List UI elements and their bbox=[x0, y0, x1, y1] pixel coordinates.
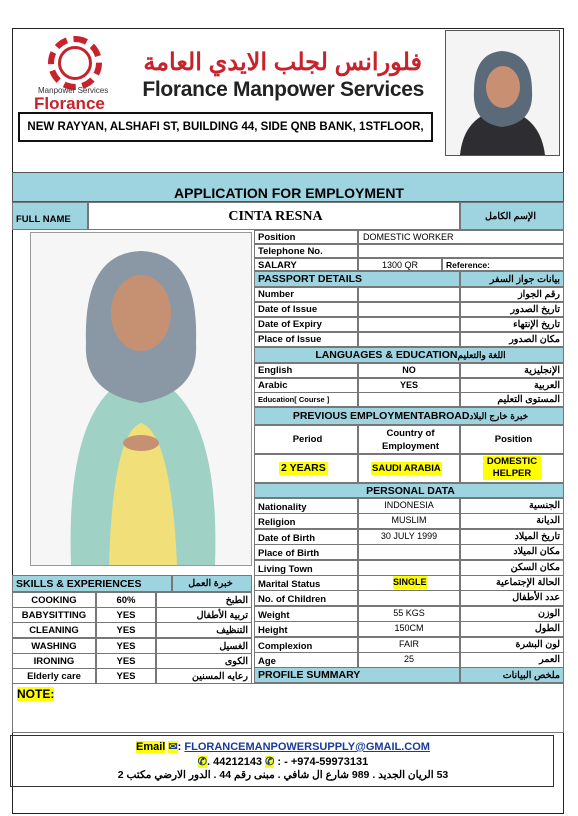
personal-row-label: Height bbox=[254, 621, 358, 637]
position-label: Position bbox=[254, 230, 358, 244]
email-label: Email bbox=[136, 741, 166, 753]
company-name-english: Florance Manpower Services bbox=[142, 78, 424, 101]
skill-row-label: IRONING bbox=[12, 653, 96, 669]
phone-2: : - +974-59973131 bbox=[277, 756, 369, 768]
passport-header-arabic: بيانات جواز السفر bbox=[460, 271, 564, 287]
personal-row-value-cell bbox=[358, 560, 460, 576]
personal-row-label: No. of Children bbox=[254, 590, 358, 606]
personal-row-value-cell bbox=[358, 637, 460, 653]
note-label: NOTE: bbox=[17, 687, 55, 701]
personal-row-value-cell bbox=[358, 590, 460, 606]
applicant-photo-small bbox=[445, 30, 560, 156]
passport-row-value bbox=[358, 287, 460, 302]
personal-row-arabic: عدد الأطفال bbox=[460, 590, 564, 606]
skills-header: SKILLS & EXPERIENCES bbox=[12, 575, 172, 592]
personal-row-value: SINGLE bbox=[393, 577, 427, 587]
form-title: APPLICATION FOR EMPLOYMENT bbox=[174, 185, 404, 201]
people-icon bbox=[58, 46, 92, 80]
skill-row-label: WASHING bbox=[12, 638, 96, 654]
languages-header-text: LANGUAGES & EDUCATION bbox=[315, 349, 458, 361]
telephone-value bbox=[358, 244, 564, 258]
personal-row-arabic: الحالة الإجتماعية bbox=[460, 575, 564, 591]
mobile-icon: ✆ bbox=[265, 756, 275, 768]
personal-row-arabic: الوزن bbox=[460, 606, 564, 622]
passport-row-label: Number bbox=[254, 287, 358, 302]
passport-header: PASSPORT DETAILS bbox=[254, 271, 460, 287]
passport-row-arabic: رقم الجواز bbox=[460, 287, 564, 302]
language-row-value bbox=[358, 392, 460, 407]
company-name-arabic: فلورانس لجلب الايدي العامة bbox=[143, 49, 422, 76]
personal-row-value-cell bbox=[358, 575, 460, 591]
personal-row-value: INDONESIA bbox=[384, 500, 434, 510]
skill-row-arabic: رعايه المسنين bbox=[156, 668, 252, 684]
skill-row-value: 60% bbox=[96, 592, 156, 608]
period-column-label: Period bbox=[254, 425, 358, 454]
full-name-label: FULL NAME bbox=[12, 202, 88, 230]
previous-employment-header-text: PREVIOUS EMPLOYMENTABROAD bbox=[292, 410, 470, 422]
personal-row-value: 25 bbox=[403, 654, 414, 664]
applicant-photo bbox=[30, 232, 252, 566]
language-row-arabic: العربية bbox=[460, 378, 564, 393]
logo-name: Florance bbox=[34, 94, 105, 113]
footer-address-arabic: 53 الريان الجديد . 989 شارع ال شافي . مبنى رقم 44 . الدور الارضي مكتب 2 bbox=[117, 769, 449, 781]
personal-row-arabic: الجنسية bbox=[460, 498, 564, 514]
skill-row-arabic: التنظيف bbox=[156, 622, 252, 638]
footer bbox=[10, 735, 554, 787]
salary-label: SALARY bbox=[254, 258, 358, 271]
personal-row-arabic: مكان الميلاد bbox=[460, 544, 564, 560]
language-row-arabic: المستوى التعليم bbox=[460, 392, 564, 407]
skill-row-value: YES bbox=[96, 622, 156, 638]
phone-line: ✆. 44212143 ✆ : - +974-59973131 bbox=[197, 756, 369, 768]
passport-row-value bbox=[358, 332, 460, 347]
passport-row-arabic: مكان الصدور bbox=[460, 332, 564, 347]
personal-row-arabic: مكان السكن bbox=[460, 560, 564, 576]
personal-row-label: Age bbox=[254, 652, 358, 668]
passport-row-arabic: تاريخ الصدور bbox=[460, 302, 564, 317]
passport-row-label: Place of Issue bbox=[254, 332, 358, 347]
personal-row-value-cell bbox=[358, 529, 460, 545]
skill-row-arabic: الغسيل bbox=[156, 638, 252, 654]
personal-row-arabic: الطول bbox=[460, 621, 564, 637]
skill-row-value: YES bbox=[96, 653, 156, 669]
email-link[interactable]: FLORANCEMANPOWERSUPPLY@GMAIL.COM bbox=[184, 741, 430, 753]
reference-label: Reference: bbox=[442, 258, 564, 271]
full-name-label-arabic: الإسم الكامل bbox=[460, 202, 564, 230]
skill-row-label: COOKING bbox=[12, 592, 96, 608]
profile-summary-label: PROFILE SUMMARY bbox=[254, 667, 460, 683]
previous-employment-header bbox=[254, 407, 564, 425]
personal-row-label: Nationality bbox=[254, 498, 358, 514]
period-value: 2 YEARS bbox=[281, 462, 326, 474]
language-row-label: English bbox=[254, 363, 358, 378]
personal-row-value: 30 JULY 1999 bbox=[380, 530, 438, 541]
passport-row-value bbox=[358, 302, 460, 317]
language-row-value: NO bbox=[358, 363, 460, 378]
skill-row-label: CLEANING bbox=[12, 622, 96, 638]
personal-data-header: PERSONAL DATA bbox=[254, 483, 564, 498]
personal-row-label: Marital Status bbox=[254, 575, 358, 591]
skill-row-value: YES bbox=[96, 607, 156, 623]
email-line: Email ✉: FLORANCEMANPOWERSUPPLY@GMAIL.COM bbox=[136, 741, 430, 753]
company-logo bbox=[30, 36, 124, 113]
personal-row-value-cell bbox=[358, 652, 460, 668]
telephone-label: Telephone No. bbox=[254, 244, 358, 258]
personal-row-arabic: لون البشرة bbox=[460, 637, 564, 653]
languages-header-arabic: اللغة والتعليم bbox=[457, 350, 506, 360]
previous-position-value: DOMESTIC HELPER bbox=[483, 456, 541, 480]
personal-row-arabic: تاريخ الميلاد bbox=[460, 529, 564, 545]
skill-row-arabic: الطبخ bbox=[156, 592, 252, 608]
country-cell bbox=[358, 454, 460, 483]
language-row-label: Education[ Course ] bbox=[254, 392, 358, 407]
skill-row-value: YES bbox=[96, 638, 156, 654]
note-box bbox=[12, 683, 564, 733]
personal-row-label: Religion bbox=[254, 513, 358, 529]
personal-row-arabic: العمر bbox=[460, 652, 564, 668]
languages-header bbox=[254, 347, 564, 363]
personal-row-label: Weight bbox=[254, 606, 358, 622]
personal-row-value-cell bbox=[358, 621, 460, 637]
logo-subtitle: Manpower Services bbox=[38, 86, 109, 95]
personal-row-value-cell bbox=[358, 544, 460, 560]
language-row-label: Arabic bbox=[254, 378, 358, 393]
personal-row-value: 150CM bbox=[394, 623, 424, 634]
passport-row-label: Date of Expiry bbox=[254, 317, 358, 332]
skill-row-value: YES bbox=[96, 668, 156, 684]
personal-row-value-cell bbox=[358, 498, 460, 514]
passport-row-arabic: تاريخ الإنتهاء bbox=[460, 317, 564, 332]
personal-row-label: Living Town bbox=[254, 560, 358, 576]
country-column-label: Country of Employment bbox=[358, 425, 460, 454]
envelope-icon: ✉ bbox=[168, 741, 178, 753]
skills-header-arabic: خبرة العمل bbox=[172, 575, 252, 592]
position-column-label: Position bbox=[460, 425, 564, 454]
full-name-value: CINTA RESNA bbox=[88, 202, 460, 230]
previous-employment-header-arabic: خبرة خارج البلاد bbox=[469, 411, 529, 421]
personal-row-arabic: الديانة bbox=[460, 513, 564, 529]
phone-icon: ✆ bbox=[197, 756, 207, 768]
company-address: NEW RAYYAN, ALSHAFI ST, BUILDING 44, SIDE QNB BANK, 1STFLOOR, bbox=[18, 112, 433, 142]
personal-row-value-cell bbox=[358, 513, 460, 529]
personal-row-label: Date of Birth bbox=[254, 529, 358, 545]
phone-1: 44212143 bbox=[213, 756, 263, 768]
title-bar bbox=[12, 172, 564, 202]
personal-row-value: FAIR bbox=[398, 638, 419, 649]
personal-row-value: MUSLIM bbox=[391, 515, 427, 526]
passport-row-label: Date of Issue bbox=[254, 302, 358, 317]
language-row-arabic: الإنجليزية bbox=[460, 363, 564, 378]
personal-row-label: Place of Birth bbox=[254, 544, 358, 560]
country-value: SAUDI ARABIA bbox=[372, 463, 441, 474]
skill-row-arabic: تربية الأطفال bbox=[156, 607, 252, 623]
personal-row-label: Complexion bbox=[254, 637, 358, 653]
skill-row-label: BABYSITTING bbox=[12, 607, 96, 623]
language-row-value: YES bbox=[358, 378, 460, 393]
period-cell bbox=[254, 454, 358, 483]
passport-row-value bbox=[358, 317, 460, 332]
previous-position-cell bbox=[460, 454, 564, 483]
position-value: DOMESTIC WORKER bbox=[358, 230, 564, 244]
profile-summary-label-arabic: ملخص البيانات bbox=[460, 667, 564, 683]
skill-row-label: Elderly care bbox=[12, 668, 96, 684]
personal-row-value-cell bbox=[358, 606, 460, 622]
salary-value: 1300 QR bbox=[358, 258, 442, 271]
skill-row-arabic: الكوى bbox=[156, 653, 252, 669]
personal-row-value: 55 KGS bbox=[393, 607, 425, 618]
